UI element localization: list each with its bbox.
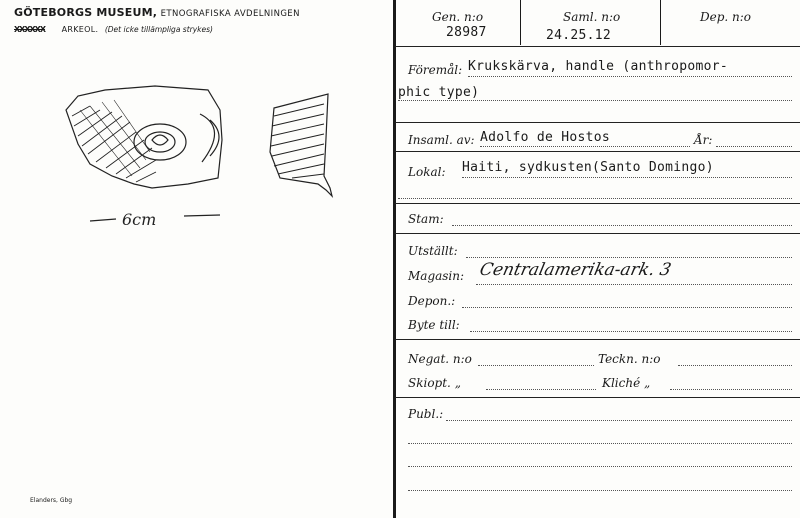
lokal-value: Haiti, sydkusten(Santo Domingo) <box>462 160 714 175</box>
insaml-label: Insaml. av: <box>408 133 475 147</box>
foremal-dots-2 <box>398 100 792 101</box>
scale-label: 6cm <box>122 210 157 229</box>
rule-6 <box>395 339 800 340</box>
stam-dots <box>452 225 792 226</box>
insaml-value: Adolfo de Hostos <box>480 130 611 145</box>
dep-no-label: Dep. n:o <box>700 10 752 24</box>
section-name: ARKEOL. <box>61 25 99 34</box>
skiopt-dots <box>486 389 596 390</box>
publ-label: Publ.: <box>408 407 444 421</box>
column-divider-2 <box>660 0 661 45</box>
header-line-2 <box>14 25 213 34</box>
lokal-dots-2 <box>398 198 792 199</box>
utstallt-dots <box>466 257 792 258</box>
department-name: ETNOGRAFISKA AVDELNINGEN <box>160 9 300 19</box>
foremal-label: Föremål: <box>408 63 463 77</box>
magasin-value: Centralamerika-ark. 3 <box>477 260 673 280</box>
skiopt-label: Skiopt. „ <box>408 376 461 390</box>
rule-5 <box>395 233 800 234</box>
strike-note: (Det icke tillämpliga strykes) <box>104 25 213 34</box>
ar-dots <box>716 146 792 147</box>
ar-label: År: <box>694 133 713 147</box>
lokal-label: Lokal: <box>408 165 446 179</box>
foremal-value: Krukskärva, handle (anthropomor- <box>468 59 729 74</box>
publ-dots-2 <box>408 443 792 444</box>
museum-name: GÖTEBORGS MUSEUM, <box>14 6 158 19</box>
lokal-dots-1 <box>462 177 792 178</box>
header-line-1 <box>14 6 300 19</box>
rule-3 <box>395 151 800 152</box>
sherd-front-view <box>66 86 222 188</box>
saml-no-value: 24.25.12 <box>546 28 612 43</box>
struck-out-text: XXXXXX <box>14 25 46 34</box>
depon-dots <box>462 307 792 308</box>
foremal-dots-1 <box>468 76 792 77</box>
magasin-label: Magasin: <box>408 269 465 283</box>
printer-mark: Elanders, Gbg <box>30 497 73 504</box>
rule-4 <box>395 203 800 204</box>
teckn-dots <box>678 365 792 366</box>
publ-dots-1 <box>446 420 792 421</box>
stam-label: Stam: <box>408 212 444 226</box>
publ-dots-4 <box>408 490 792 491</box>
kliche-dots <box>670 389 792 390</box>
teckn-label: Teckn. n:o <box>598 352 661 366</box>
depon-label: Depon.: <box>408 294 456 308</box>
gen-no-value: 28987 <box>446 25 487 40</box>
publ-dots-3 <box>408 466 792 467</box>
magasin-dots <box>476 284 792 285</box>
rule-7 <box>395 397 800 398</box>
gen-no-label: Gen. n:o <box>432 10 484 24</box>
byte-till-dots <box>470 331 792 332</box>
kliche-label: Kliché „ <box>602 376 651 390</box>
rule-1 <box>395 46 800 47</box>
rule-2 <box>395 122 800 123</box>
sherd-sketch <box>60 80 360 240</box>
column-divider-1 <box>520 0 521 45</box>
left-border <box>393 0 396 518</box>
sherd-profile-view <box>270 94 332 196</box>
utstallt-label: Utställt: <box>408 244 458 258</box>
saml-no-label: Saml. n:o <box>563 10 621 24</box>
insaml-dots <box>480 146 690 147</box>
byte-till-label: Byte till: <box>408 318 460 332</box>
negat-dots <box>478 365 594 366</box>
negat-label: Negat. n:o <box>408 352 472 366</box>
foremal-value-cont: phic type) <box>398 85 480 100</box>
